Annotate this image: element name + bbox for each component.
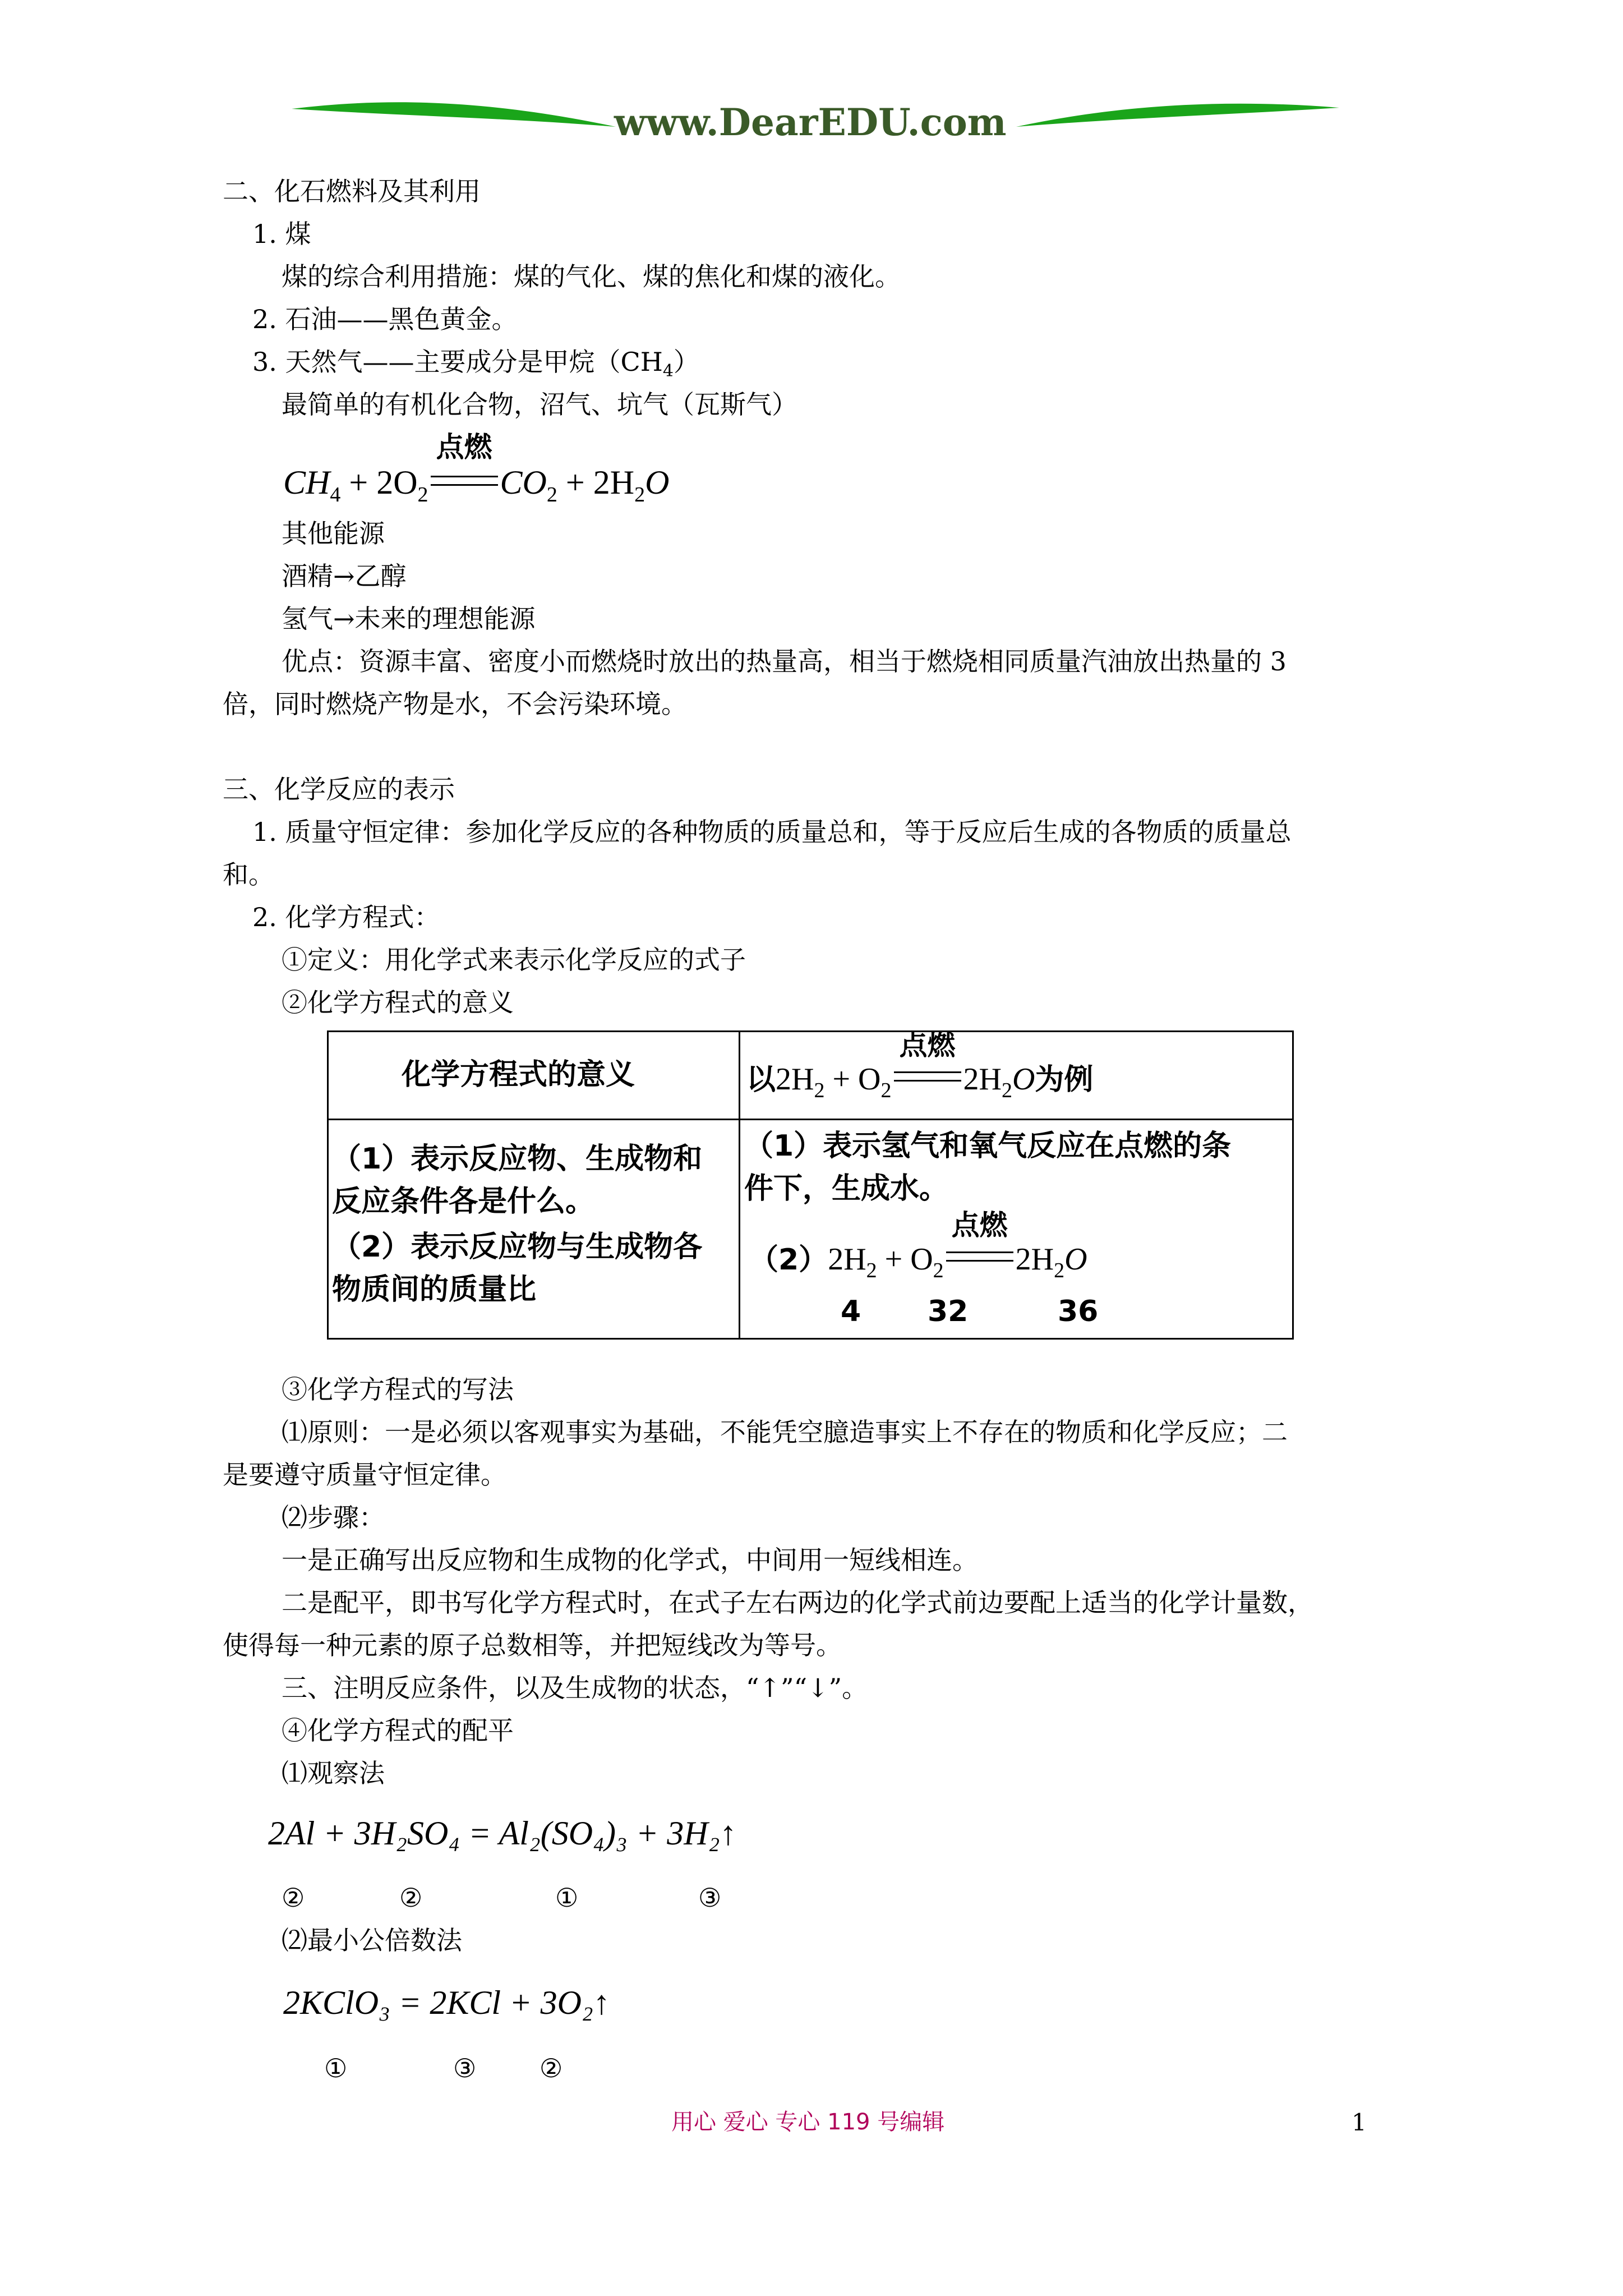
order-mark-1: ② — [282, 1883, 305, 1913]
mass-ratio-o2: 32 — [928, 1295, 969, 1328]
hydrogen-advantage-line2: 倍，同时燃烧产物是水，不会污染环境。 — [223, 689, 687, 719]
step-three: 三、注明反应条件，以及生成物的状态，“↑”“↓”。 — [282, 1673, 868, 1703]
balancing-title: ④化学方程式的配平 — [282, 1715, 514, 1746]
natural-gas-text: 3. 天然气——主要成分是甲烷（CH — [252, 347, 663, 377]
definition: ①定义：用化学式来表示化学反应的式子 — [282, 945, 746, 975]
table-column-divider — [739, 1032, 740, 1338]
table-row-divider — [329, 1119, 1292, 1120]
section-3-title: 三、化学反应的表示 — [223, 774, 455, 804]
order-mark-4: ③ — [698, 1883, 722, 1913]
natural-gas-close: ） — [673, 347, 699, 377]
table-right-equation: $(2)2H_2 + O_2$ 点燃 $2H_2O$ — [749, 1209, 1087, 1282]
item-natural-gas — [252, 349, 699, 380]
other-energy: 其他能源 — [282, 518, 385, 549]
order-mark-7: ② — [540, 2053, 563, 2083]
mass-ratio-h2o: 36 — [1058, 1295, 1099, 1328]
mass-ratio-h2: 4 — [841, 1295, 861, 1328]
section-2-title: 二、化石燃料及其利用 — [223, 176, 481, 206]
footer-text: 用心 爱心 专心 119 号编辑 — [671, 2109, 945, 2135]
mass-conservation-line1: 1. 质量守恒定律：参加化学反应的各种物质的质量总和，等于反应后生成的各物质的质量总 — [252, 817, 1292, 847]
header-swoosh-left — [292, 95, 617, 140]
lcm-method: ⑵最小公倍数法 — [282, 1925, 462, 1955]
alcohol-ethanol: 酒精→乙醇 — [282, 561, 407, 591]
table-left-line3: （2）表示反应物与生成物各 — [332, 1230, 703, 1264]
principle-line2: 是要遵守质量守恒定律。 — [223, 1460, 506, 1490]
potassium-chlorate-equation: 2KClO₃ = 2KCl + 3O₂↑ — [283, 1984, 610, 2021]
meaning-table — [327, 1030, 1294, 1340]
methane-subscript: 4 — [662, 361, 674, 381]
table-left-line1: （1）表示反应物、生成物和 — [332, 1142, 703, 1176]
step-two-line2: 使得每一种元素的原子总数相等，并把短线改为等号。 — [223, 1630, 842, 1660]
coal-description: 煤的综合利用措施：煤的气化、煤的焦化和煤的液化。 — [282, 261, 901, 292]
item-petroleum: 2. 石油——黑色黄金。 — [252, 304, 518, 334]
page-number: 1 — [1352, 2109, 1367, 2136]
observation-method: ⑴观察法 — [282, 1758, 385, 1788]
meaning-heading: ②化学方程式的意义 — [282, 987, 514, 1018]
reaction-condition: 点燃 — [428, 466, 500, 499]
aluminum-sulfuric-equation: 2Al + 3H₂SO₄ = Al₂(SO₄)₃ + 3H₂↑ — [268, 1815, 737, 1852]
writing-method-title: ③化学方程式的写法 — [282, 1374, 514, 1405]
chemical-equation-heading: 2. 化学方程式： — [252, 902, 440, 932]
hydrogen-energy: 氢气→未来的理想能源 — [282, 604, 536, 634]
step-two-line1: 二是配平，即书写化学方程式时，在式子左右两边的化学式前边要配上适当的化学计量数， — [282, 1588, 1313, 1618]
item-coal: 1. 煤 — [252, 219, 311, 249]
order-mark-3: ① — [555, 1883, 579, 1913]
methane-combustion-equation: $CH_4 + 2O_2$ 点燃 $CO_2 + 2H_2O$ — [283, 431, 670, 507]
table-header-meaning: 化学方程式的意义 — [402, 1058, 635, 1092]
order-mark-2: ② — [399, 1883, 423, 1913]
order-mark-5: ① — [324, 2053, 348, 2083]
table-left-line4: 物质间的质量比 — [332, 1273, 537, 1306]
table-header-example: 以$2H_2 + O_2$ 点燃 $2H_2O$为例 — [746, 1029, 1094, 1102]
steps-heading: ⑵步骤： — [282, 1502, 385, 1533]
mass-conservation-line2: 和。 — [223, 859, 274, 890]
double-equals-line — [431, 476, 498, 486]
methane-description: 最简单的有机化合物，沼气、坑气（瓦斯气） — [282, 389, 797, 420]
step-one: 一是正确写出反应物和生成物的化学式，中间用一短线相连。 — [282, 1545, 978, 1575]
order-mark-6: ③ — [453, 2053, 477, 2083]
hydrogen-advantage-line1: 优点：资源丰富、密度小而燃烧时放出的热量高，相当于燃烧相同质量汽油放出热量的 3 — [282, 646, 1287, 677]
table-right-line1: （1）表示氢气和氧气反应在点燃的条 — [744, 1129, 1232, 1163]
table-left-line2: 反应条件各是什么。 — [332, 1185, 595, 1218]
table-right-line2: 件下，生成水。 — [744, 1172, 949, 1205]
header-site-logo: www.DearEDU.com — [614, 100, 1007, 144]
header-swoosh-right — [1015, 95, 1340, 140]
principle-line1: ⑴原则：一是必须以客观事实为基础，不能凭空臆造事实上不存在的物质和化学反应；二 — [282, 1417, 1288, 1447]
